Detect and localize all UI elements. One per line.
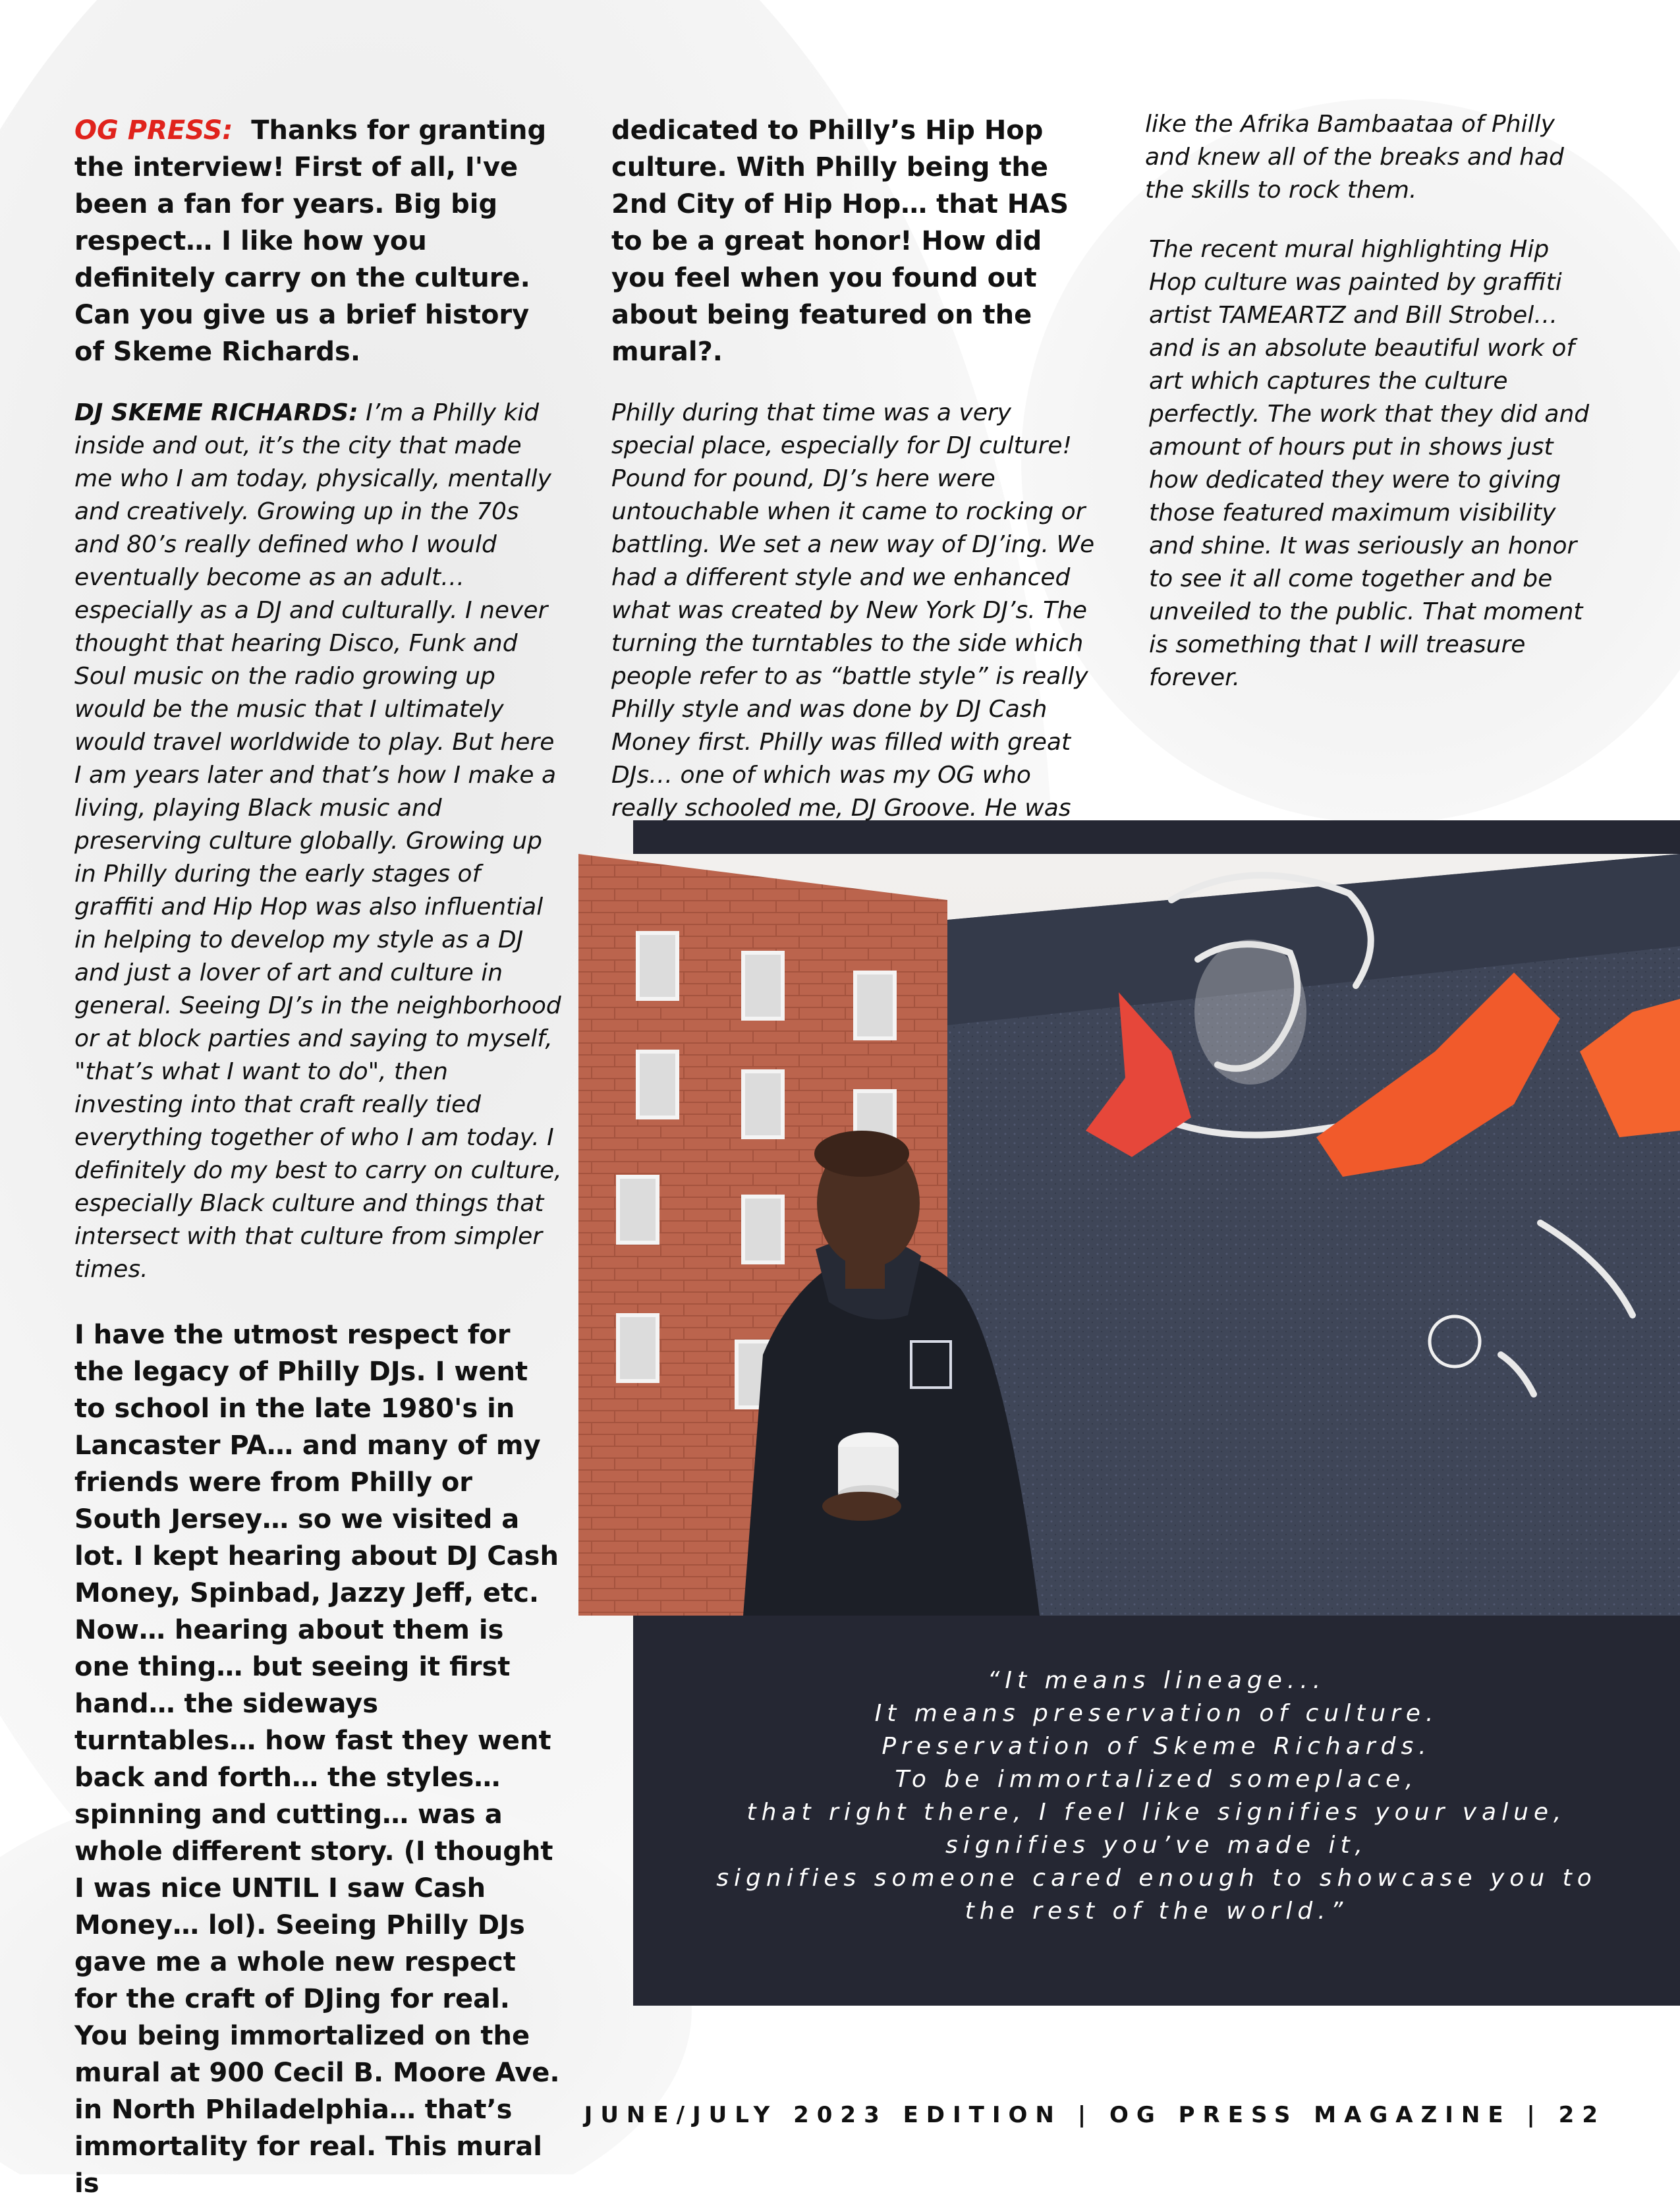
pull-quote-line: It means preservation of culture.	[874, 1700, 1439, 1727]
pull-quote-line: Preservation of Skeme Richards.	[882, 1733, 1432, 1760]
speaker-label: DJ SKEME RICHARDS:	[74, 399, 358, 426]
pull-quote-box	[633, 1616, 1680, 2006]
pull-quote-line: To be immortalized someplace,	[895, 1766, 1418, 1793]
pull-quote	[633, 1664, 1680, 1928]
page-footer: JUNE/JULY 2023 EDITION | OG PRESS MAGAZINE | 22	[584, 2102, 1606, 2128]
article-column-3	[1145, 112, 1593, 694]
interview-answer-2-continued: like the Afrika Bambaataa of Philly and knew all of the breaks and had the skills to rock them.	[1145, 111, 1564, 204]
interview-question-2-continued: dedicated to Philly’s Hip Hop culture. With Philly being the 2nd City of Hip Hop… that HAS to be a great honor! How did you feel when you found out about being featured on the mural?.	[611, 115, 1069, 367]
pull-quote-line: the rest of the world.”	[965, 1898, 1349, 1925]
mural-photo	[578, 854, 1680, 1616]
article-column-1	[74, 112, 562, 2202]
pull-quote-line: that right there, I feel like signifies your value,	[746, 1799, 1567, 1826]
interview-answer-1	[74, 397, 562, 1286]
pull-quote-line: “It means lineage...	[987, 1667, 1326, 1694]
interview-answer-3: The recent mural highlighting Hip Hop culture was painted by graffiti artist TAMEARTZ and Bill Strobel… and is an absolute beautiful work of art which captures the culture perfectly. The work that they did and amount of hours put in shows just how dedicated they were to giving those featured maximum visibility and shine. It was seriously an honor to see it all come together and be unveiled to the public. That moment is something that I will treasure forever.	[1149, 236, 1590, 691]
interview-question-1	[74, 112, 562, 370]
og-press-label: OG PRESS:	[74, 115, 233, 146]
pull-quote-line: signifies you’ve made it,	[945, 1832, 1368, 1859]
interview-answer-2: Philly during that time was a very special place, especially for DJ culture! Pound for pound, DJ’s here were untouchable when it came to rocking or battling. We set a new way of DJ’ing. We had a different style and we enhanced what was created by New York DJ’s. The turning the turntables to the side which people refer to as “battle style” is really Philly style and was done by DJ Cash Money first. Philly was filled with great DJs… one of which was my OG who really schooled me, DJ Groove. He was	[611, 399, 1095, 822]
answer-1-text: I’m a Philly kid inside and out, it’s the city that made me who I am today, physically, mentally and creatively. Growing up in the 70s and 80’s really defined who I would eventually become as an adult… especially as a DJ and culturally. I never thought that hearing Disco, Funk and Soul music on the radio growing up would be the music that I ultimately would travel worldwide to play. But here I am years later and that’s how I make a living, playing Black music and preserving culture globally. Growing up in Philly during the early stages of graffiti and Hip Hop was also influential in helping to develop my style as a DJ and just a lover of art and culture in general. Seeing DJ’s in the neighborhood or at block parties and saying to myself, "that’s what I want to do", then investing into that craft really tied everything together of who I am today. I definitely do my best to carry on culture, especially Black culture and things that intersect with that culture from simpler times.	[74, 399, 562, 1283]
question-1-text: Thanks for granting the interview! First of all, I've been a fan for years. Big big respect… I like how you definitely carry on the culture. Can you give us a brief history of Skeme Richards.	[74, 115, 547, 367]
photo-header-band	[633, 820, 1680, 856]
interview-question-2: I have the utmost respect for the legacy of Philly DJs. I went to school in the late 1980's in Lancaster PA… and many of my friends were from Philly or South Jersey… so we visited a lot. I kept hearing about DJ Cash Money, Spinbad, Jazzy Jeff, etc. Now… hearing about them is one thing… but seeing it first hand… the sideways turntables… how fast they went back and forth… the styles… spinning and cutting… was a whole different story. (I thought I was nice UNTIL I saw Cash Money… lol). Seeing Philly DJs gave me a whole new respect for the craft of DJing for real. You being immortalized on the mural at 900 Cecil B. Moore Ave. in North Philadelphia… that’s immortality for real. This mural is	[74, 1320, 560, 2199]
pull-quote-line: signifies someone cared enough to showcase you to	[716, 1865, 1597, 1892]
article-column-2	[611, 112, 1099, 825]
